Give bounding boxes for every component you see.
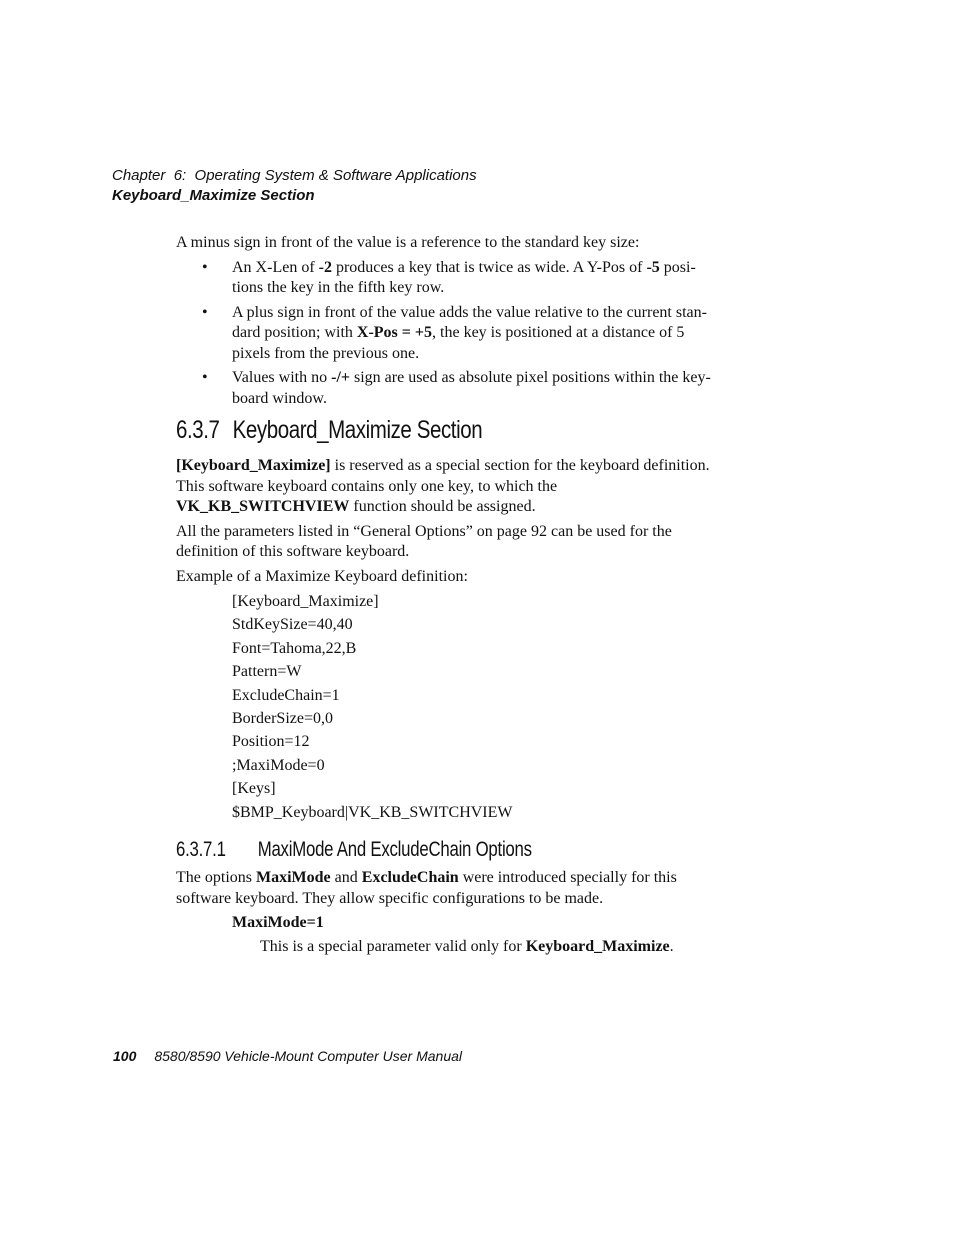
section-heading-text <box>176 416 635 444</box>
bullet-list <box>176 258 736 410</box>
bullet-icon: • <box>202 258 208 276</box>
bullet-line: An X-Len of -2 produces a key that is twice as wide. A Y-Pos of -5 posi- <box>232 258 696 276</box>
code-line: ExcludeChain=1 <box>232 686 340 704</box>
bullet-item <box>176 368 736 409</box>
running-header <box>112 166 477 206</box>
subsection-heading-title: MaxiMode And ExcludeChain Options <box>257 838 532 861</box>
keyword-bold: VK_KB_SWITCHVIEW <box>176 498 350 515</box>
code-line: Position=12 <box>232 733 310 751</box>
section-para-2: All the parameters listed in “General Options” on page 92 can be used for the definition of this software keyboard. <box>176 522 672 560</box>
bullet-line: dard position; with X-Pos = +5, the key is positioned at a distance of 5 <box>232 324 685 341</box>
intro-block <box>176 233 736 409</box>
subsection-number: 6.3.7.1 <box>176 838 226 861</box>
code-line: StdKeySize=40,40 <box>232 616 353 634</box>
cross-reference: All the parameters listed in “General Options” on page 92 can be used for the <box>176 522 672 540</box>
code-example <box>232 590 513 824</box>
bullet-item <box>176 303 736 365</box>
code-line: [Keyboard_Maximize] <box>232 593 379 610</box>
section-para-3: Example of a Maximize Keyboard definition: <box>176 567 468 585</box>
bullet-line: board window. <box>232 389 327 407</box>
bullet-icon: • <box>202 303 208 321</box>
page-footer <box>113 1048 462 1064</box>
page-number: 100 <box>113 1048 137 1064</box>
keyword-bold: [Keyboard_Maximize] <box>176 457 331 474</box>
chapter-title: Chapter 6: Operating System & Software Applications <box>112 167 477 184</box>
code-line: Font=Tahoma,22,B <box>232 639 357 657</box>
code-line: ;MaxiMode=0 <box>232 756 325 774</box>
bullet-icon: • <box>202 369 208 386</box>
section-heading-title: Keyboard_Maximize Section <box>232 416 483 444</box>
subsection-para: The options MaxiMode and ExcludeChain were introduced specially for this software keyboard. They allow specific configurations to be made. <box>176 869 677 907</box>
bullet-line: Values with no -/+ sign are used as absolute pixel positions within the key- <box>232 369 711 386</box>
subsection-heading-text <box>176 840 624 861</box>
code-line: [Keys] <box>232 780 276 798</box>
bullet-item <box>176 258 736 299</box>
definition-text: This is a special parameter valid only for Keyboard_Maximize. <box>260 938 674 955</box>
intro-lead: A minus sign in front of the value is a reference to the standard key size: <box>176 234 640 251</box>
definition-term: MaxiMode=1 <box>232 914 324 931</box>
section-heading <box>176 416 736 444</box>
code-line: $BMP_Keyboard|VK_KB_SWITCHVIEW <box>232 803 513 821</box>
bullet-line: tions the key in the fifth key row. <box>232 279 445 296</box>
code-line: BorderSize=0,0 <box>232 710 333 728</box>
manual-title: 8580/8590 Vehicle-Mount Computer User Manual <box>154 1048 463 1064</box>
section-title: Keyboard_Maximize Section <box>112 187 315 204</box>
section-body <box>176 456 736 587</box>
section-number: 6.3.7 <box>176 416 220 444</box>
bullet-line: pixels from the previous one. <box>232 344 420 362</box>
code-line: Pattern=W <box>232 663 302 681</box>
subsection-body <box>176 868 736 909</box>
subsection-heading <box>176 840 736 861</box>
bullet-line: A plus sign in front of the value adds the value relative to the current stan- <box>232 303 707 321</box>
section-para-1: [Keyboard_Maximize] is reserved as a special section for the keyboard definition. This software keyboard contains only one key, to which the VK_KB_SWITCHVIEW function should be assigned. <box>176 457 710 515</box>
